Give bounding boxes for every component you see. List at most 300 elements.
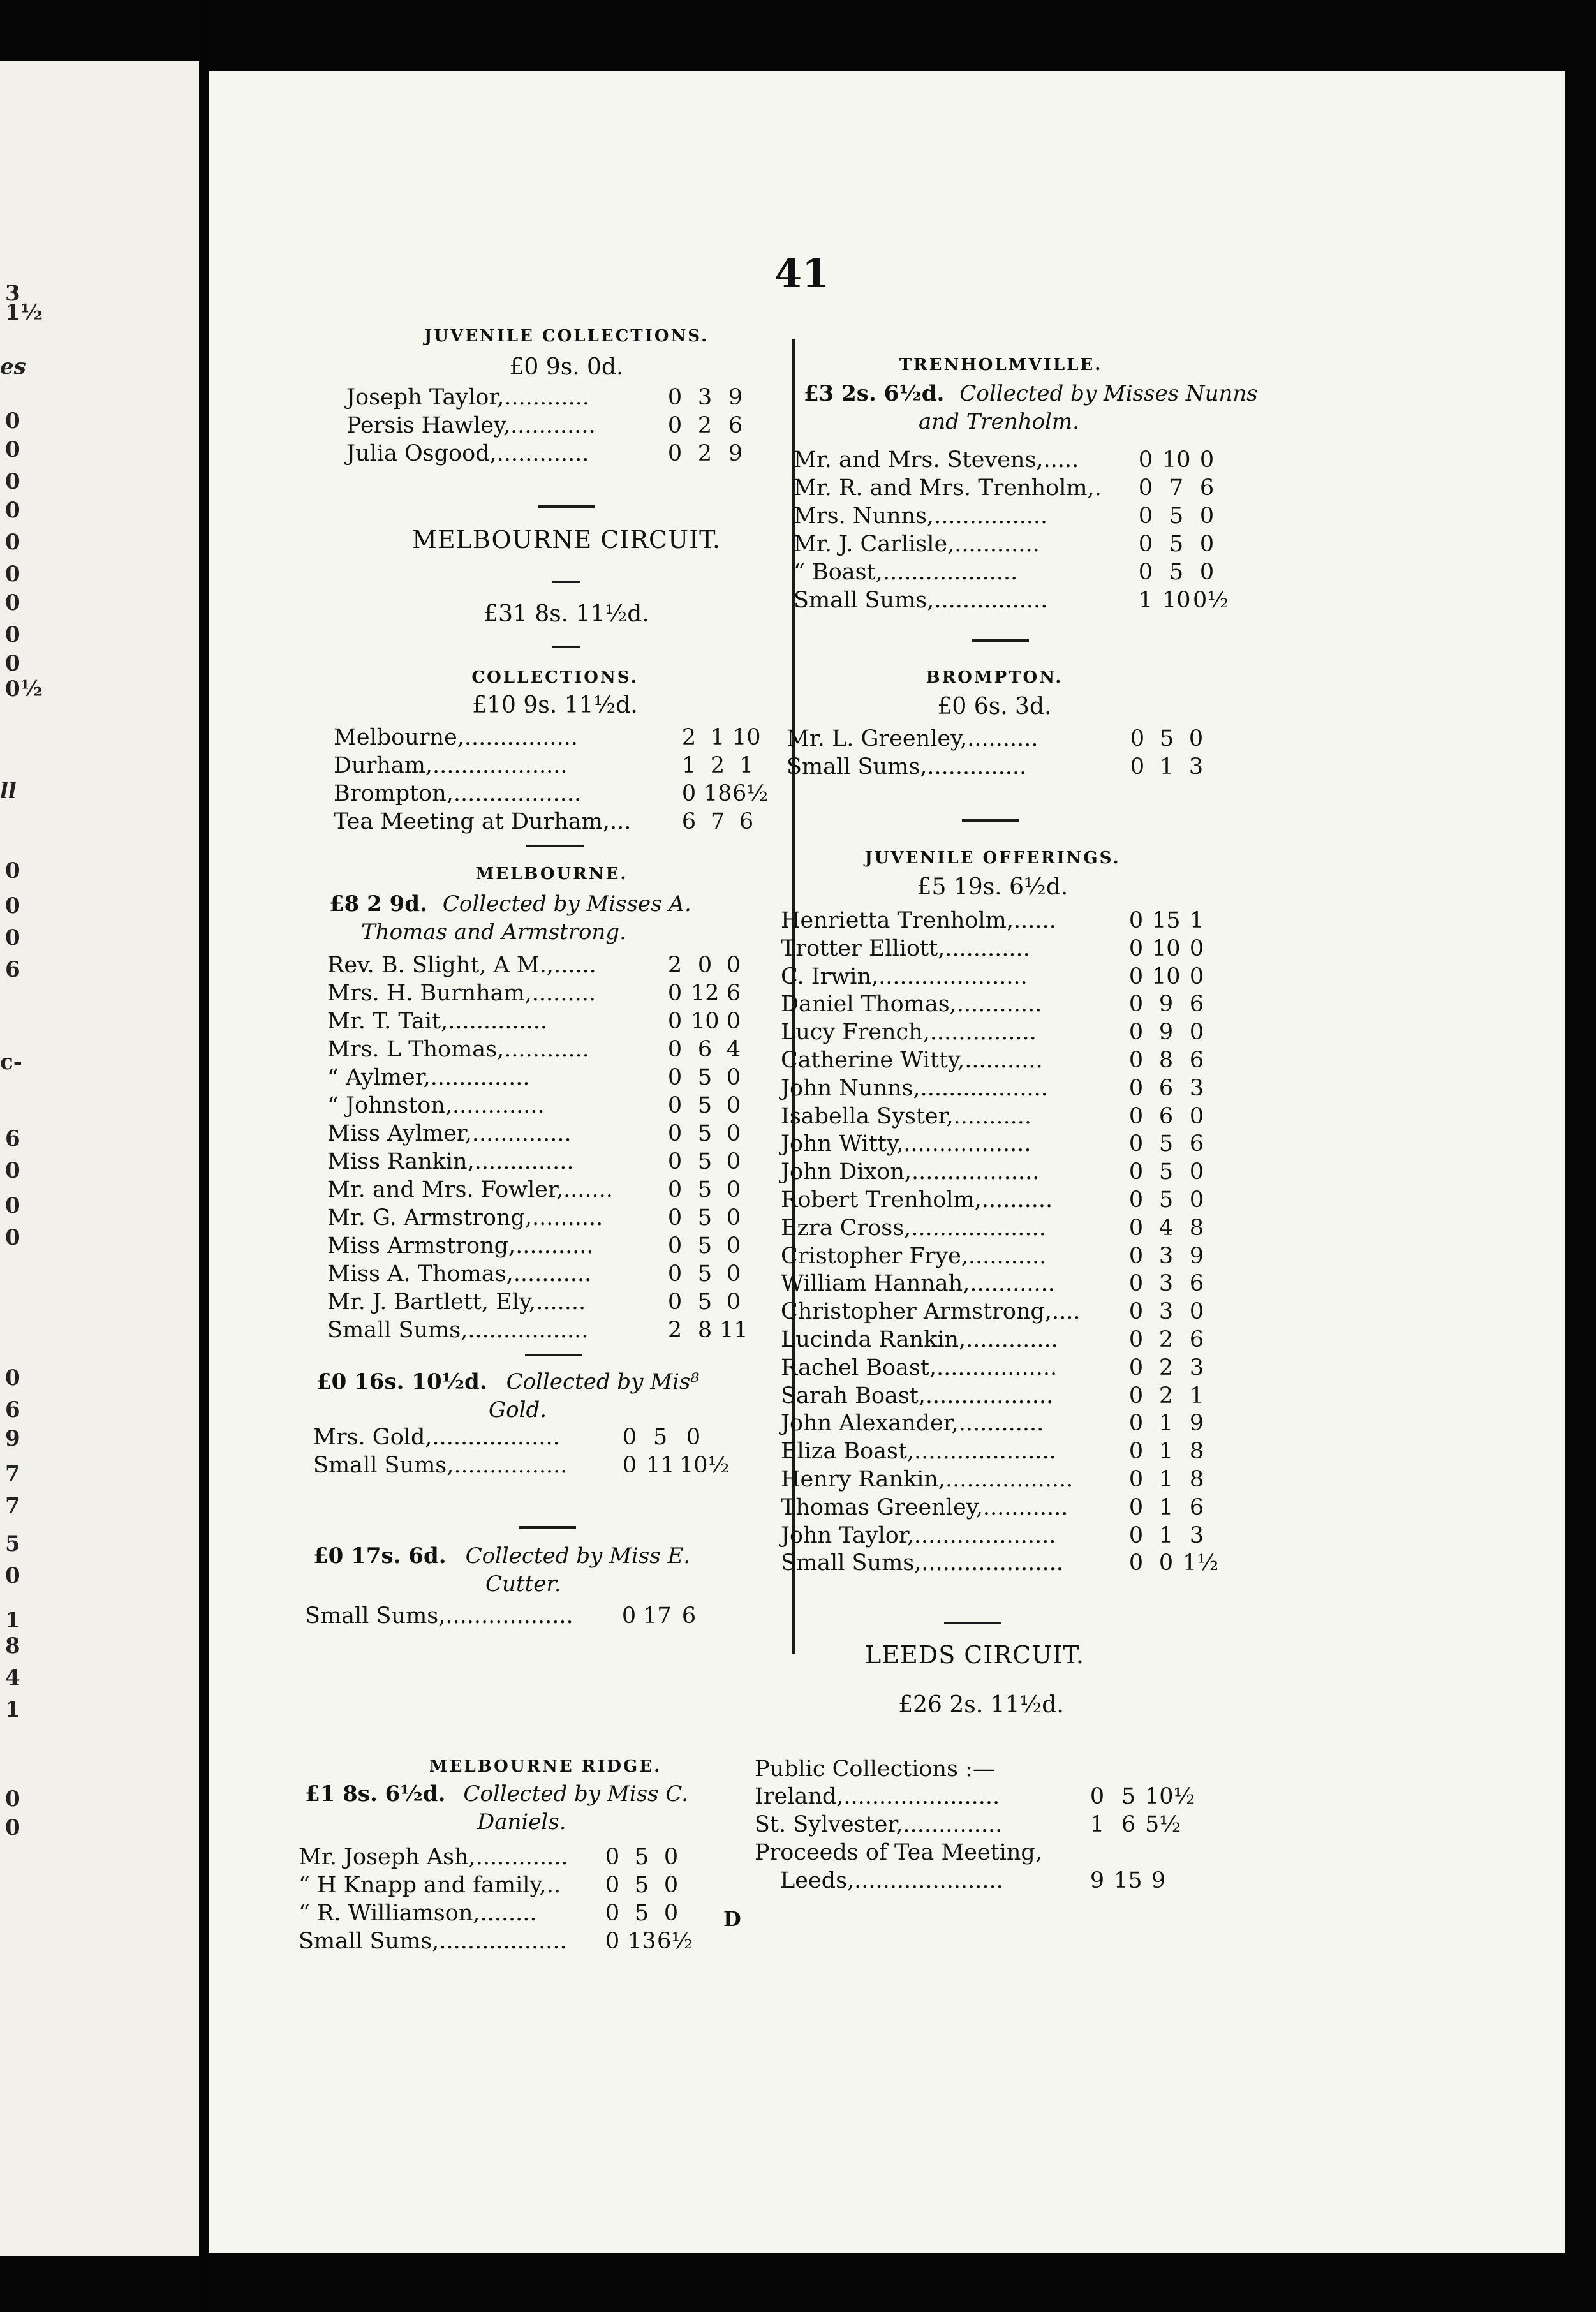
pounds-value: 0: [622, 1453, 637, 1478]
donor-name: Lucinda Rankin,.............: [781, 1327, 1058, 1352]
subscription-row: [794, 475, 1231, 501]
pounds-value: 0: [667, 1177, 683, 1203]
facing-page-fragment: 6: [5, 1397, 20, 1423]
subscription-row: [327, 1148, 758, 1175]
pounds-value: 0: [667, 1009, 683, 1034]
donor-name: Leeds,.....................: [780, 1868, 1003, 1893]
subscription-row: [299, 1872, 695, 1899]
shillings-value: 6: [1121, 1812, 1136, 1837]
pence-value: 0: [663, 1901, 679, 1926]
donor-name: Rev. B. Slight, A M.,......: [327, 952, 596, 978]
subscription-row: [781, 1159, 1221, 1185]
donor-name: Miss Rankin,..............: [327, 1149, 574, 1175]
subscription-row: [346, 440, 760, 467]
pounds-value: 0: [1128, 1439, 1144, 1465]
pounds-value: 0: [1128, 1550, 1144, 1576]
donor-name: Mrs. Nunns,................: [794, 503, 1048, 529]
shillings-value: 2: [1158, 1354, 1174, 1381]
collector-note: [804, 380, 1258, 436]
shillings-value: 2: [1158, 1327, 1174, 1352]
subscription-row: [305, 1603, 713, 1629]
subscription-row: [781, 1326, 1221, 1353]
shillings-value: 1: [1159, 754, 1174, 780]
section-rule: [552, 646, 580, 648]
pounds-value: 0: [1138, 559, 1153, 585]
donor-name: Small Sums,.................: [327, 1317, 589, 1343]
pence-value: 0: [1199, 531, 1215, 557]
donor-name: Henry Rankin,..................: [781, 1467, 1074, 1492]
donor-name: Mr. J. Bartlett, Ely,.......: [327, 1289, 586, 1315]
subscription-row: [781, 1215, 1221, 1241]
pounds-value: 0: [1128, 1215, 1144, 1241]
pence-value: 1½: [1183, 1550, 1219, 1576]
subscription-row: [794, 447, 1231, 473]
shillings-value: 5: [697, 1205, 713, 1231]
subscription-row: [781, 1298, 1221, 1325]
subscription-row: [787, 753, 1220, 780]
donor-name: Mrs. Gold,..................: [313, 1425, 560, 1450]
subscription-row: [781, 1410, 1221, 1437]
subscription-row: [334, 752, 771, 779]
pounds-value: 0: [667, 1093, 683, 1118]
pounds-value: 0: [667, 1261, 683, 1287]
pence-value: 6: [681, 1603, 697, 1629]
subscription-row: [794, 503, 1231, 530]
public-collections-label: Public Collections :—: [755, 1756, 995, 1782]
pence-value: 6: [728, 413, 743, 438]
facing-page-fragment: 4: [5, 1665, 20, 1691]
pence-value: 6: [1189, 1494, 1204, 1520]
section-amount: £10 9s. 11½d.: [472, 692, 638, 718]
facing-page-fragment: 0: [5, 893, 20, 919]
subscription-row: [299, 1844, 695, 1871]
page-gutter: [199, 0, 209, 2312]
subscription-row: [313, 1452, 730, 1479]
pence-value: 0: [726, 1233, 741, 1259]
pounds-value: 0: [1128, 1494, 1144, 1520]
pence-value: 0: [1199, 447, 1215, 473]
facing-page-fragment: 0: [5, 1225, 20, 1250]
donor-name: Mr. L. Greenley,..........: [787, 726, 1038, 752]
pounds-value: 0: [1128, 1048, 1144, 1073]
shillings-value: 5: [1121, 1784, 1136, 1809]
facing-page-fragment: 0: [5, 925, 20, 951]
shillings-value: 5: [653, 1425, 668, 1450]
shillings-value: 10: [1162, 588, 1191, 613]
donor-name: Lucy French,...............: [781, 1019, 1037, 1046]
pence-value: 0: [726, 1065, 741, 1090]
facing-page-fragment: 0: [5, 437, 20, 463]
pounds-value: 0: [667, 441, 683, 466]
shillings-value: 5: [697, 1261, 713, 1287]
shillings-value: 1: [710, 725, 725, 750]
pence-value: 0: [726, 1289, 741, 1315]
page: [209, 71, 1565, 2253]
pounds-value: 0: [667, 385, 683, 410]
subscription-row: [781, 1522, 1221, 1549]
shillings-value: 10: [1152, 963, 1181, 989]
donor-name: Mr. J. Carlisle,............: [794, 531, 1040, 557]
pence-value: 8: [1189, 1439, 1204, 1465]
pounds-value: 1: [1090, 1812, 1105, 1837]
donor-name: Mr. G. Armstrong,..........: [327, 1205, 603, 1231]
shillings-value: 2: [710, 753, 725, 778]
shillings-value: 9: [1158, 991, 1174, 1018]
section-rule: [519, 1526, 576, 1529]
pence-value: 1: [1189, 908, 1204, 933]
collector-note: [329, 890, 691, 946]
subscription-row: [781, 1438, 1221, 1465]
pounds-value: 0: [1128, 1075, 1144, 1101]
facing-page-fragment: 0: [5, 1158, 20, 1183]
pence-value: 0: [1189, 1159, 1204, 1185]
pence-value: 6: [1189, 1131, 1204, 1157]
pounds-value: 2: [667, 952, 683, 978]
shillings-value: 5: [1158, 1187, 1174, 1213]
facing-page-fragment: 0: [5, 651, 20, 676]
section-rule: [944, 1622, 1001, 1624]
subscription-row: [755, 1783, 1195, 1810]
donor-name: Eliza Boast,....................: [781, 1439, 1056, 1465]
facing-page-fragment: 7: [5, 1493, 20, 1518]
pence-value: 9: [728, 385, 743, 410]
section-amount: £0 9s. 0d.: [509, 354, 624, 380]
facing-page-fragment: c-: [0, 1049, 22, 1075]
shillings-value: 3: [1158, 1299, 1174, 1325]
facing-page-fragment: es: [0, 354, 26, 380]
facing-page-fragment: 6: [5, 1126, 20, 1152]
facing-page-fragment: 0: [5, 1563, 20, 1589]
collector-name-line1: Collected by Misses A.: [442, 891, 691, 917]
collector-name-line2: Cutter.: [485, 1571, 561, 1597]
section-amount: £5 19s. 6½d.: [917, 874, 1068, 900]
donor-name: Julia Osgood,.............: [346, 441, 589, 466]
section-rule: [552, 581, 580, 583]
pence-value: 1: [1189, 1382, 1204, 1409]
donor-name: Miss A. Thomas,...........: [327, 1261, 592, 1287]
donor-name: “ Johnston,.............: [327, 1093, 545, 1118]
donor-name: Robert Trenholm,..........: [781, 1187, 1053, 1213]
subscription-row: [327, 1289, 758, 1315]
subscription-row: [781, 1550, 1221, 1576]
circuit-amount: £31 8s. 11½d.: [484, 601, 649, 627]
subscription-row: [327, 980, 758, 1007]
pounds-value: 0: [605, 1929, 620, 1954]
pence-value: 10½: [1145, 1784, 1195, 1809]
pounds-value: 0: [681, 781, 697, 806]
pounds-value: 1: [1138, 588, 1153, 613]
donor-name: Miss Armstrong,...........: [327, 1233, 594, 1259]
subscription-row: [787, 725, 1220, 752]
subscription-row: [327, 1176, 758, 1203]
facing-page-fragment: 0: [5, 498, 20, 523]
shillings-value: 10: [1162, 447, 1191, 473]
shillings-value: 12: [691, 981, 720, 1006]
donor-name: Mr. T. Tait,..............: [327, 1009, 548, 1034]
collector-name-line2: and Trenholm.: [919, 409, 1079, 434]
subscription-row: [334, 724, 771, 751]
subscription-row: [781, 1270, 1221, 1297]
pence-value: 0: [1189, 935, 1204, 961]
donor-name: Persis Hawley,............: [346, 413, 596, 438]
facing-page-fragment: 0: [5, 590, 20, 616]
subscription-row: [794, 587, 1231, 614]
pounds-value: 0: [1128, 1382, 1144, 1409]
donor-name: Durham,...................: [334, 753, 568, 778]
pounds-value: 1: [681, 753, 697, 778]
pounds-value: 0: [667, 1233, 683, 1259]
subscription-row: [781, 1354, 1221, 1381]
section-rule: [972, 639, 1029, 642]
subscription-row: [327, 1036, 758, 1063]
section-title: JUVENILE OFFERINGS.: [864, 848, 1121, 868]
facing-page-fragment: 3: [5, 281, 20, 306]
pounds-value: 0: [1130, 726, 1145, 752]
pounds-value: 0: [667, 981, 683, 1006]
shillings-value: 9: [1158, 1019, 1174, 1046]
subscription-row: [780, 1867, 1188, 1894]
shillings-value: 1: [1158, 1411, 1174, 1437]
shillings-value: 8: [1158, 1048, 1174, 1073]
pence-value: 10: [732, 725, 761, 750]
pence-value: 0: [1189, 963, 1204, 989]
circuit-amount: £26 2s. 11½d.: [898, 1692, 1064, 1718]
pounds-value: 0: [1128, 908, 1144, 933]
pence-value: 6: [726, 981, 741, 1006]
facing-page-fragment: 0½: [5, 676, 43, 702]
pence-value: 0: [726, 1205, 741, 1231]
collector-amount: £1 8s. 6½d.: [305, 1781, 446, 1807]
shillings-value: 5: [1169, 503, 1184, 529]
section-rule: [962, 819, 1019, 822]
subscription-row: [327, 1233, 758, 1259]
donor-name: C. Irwin,.....................: [781, 963, 1028, 989]
facing-page-fragment: 0: [5, 1786, 20, 1812]
donor-name: Small Sums,..................: [305, 1603, 573, 1629]
shillings-value: 1: [1158, 1494, 1174, 1520]
shillings-value: 5: [697, 1233, 713, 1259]
shillings-value: 0: [1158, 1550, 1174, 1576]
subscription-row: [755, 1811, 1183, 1838]
facing-page-fragment: 0: [5, 622, 20, 648]
collector-name-line2: Thomas and Armstrong.: [361, 919, 626, 945]
pence-value: 9: [1151, 1868, 1166, 1893]
pounds-value: 0: [605, 1872, 620, 1898]
subscription-row: [327, 1092, 758, 1119]
collector-note: [313, 1542, 690, 1598]
donor-name: Thomas Greenley,............: [781, 1494, 1068, 1520]
pence-value: 3: [1189, 1354, 1204, 1381]
donor-name: Mr. and Mrs. Stevens,.....: [794, 447, 1079, 473]
facing-page-fragment: ll: [0, 778, 17, 804]
facing-page-fragment: 0: [5, 530, 20, 555]
pence-value: 3: [1189, 1075, 1204, 1101]
pence-value: 0: [1189, 1103, 1204, 1129]
pence-value: 10½: [679, 1453, 730, 1478]
shillings-value: 5: [697, 1121, 713, 1146]
subscription-row: [327, 952, 758, 979]
subscription-row: [781, 1382, 1221, 1409]
subscription-row: [781, 1494, 1221, 1521]
subscription-row: [794, 559, 1231, 586]
pounds-value: 0: [667, 1121, 683, 1146]
donor-name: Mrs. L Thomas,............: [327, 1037, 589, 1062]
donor-name: “ H Knapp and family,..: [299, 1872, 561, 1898]
shillings-value: 5: [1159, 726, 1174, 752]
facing-page-fragment: 0: [5, 469, 20, 494]
pence-value: 9: [1189, 1411, 1204, 1437]
subscription-row: [327, 1261, 758, 1287]
pence-value: 0: [1189, 1019, 1204, 1046]
shillings-value: 7: [1169, 475, 1184, 501]
donor-name: “ Boast,...................: [794, 559, 1018, 585]
subscription-row: [299, 1900, 695, 1927]
subscription-row: [781, 1130, 1221, 1157]
pence-value: 0: [1189, 1187, 1204, 1213]
pence-value: 6: [1189, 1271, 1204, 1297]
donor-name: Rachel Boast,.................: [781, 1354, 1058, 1381]
pounds-value: 0: [667, 413, 683, 438]
donor-name: Small Sums,....................: [781, 1550, 1063, 1576]
pounds-value: 0: [1128, 991, 1144, 1018]
collector-note: [305, 1780, 688, 1836]
pence-value: 0: [726, 1121, 741, 1146]
shillings-value: 1: [1158, 1522, 1174, 1548]
facing-page-fragment: 7: [5, 1461, 20, 1486]
shillings-value: 5: [697, 1149, 713, 1175]
shillings-value: 7: [710, 809, 725, 834]
shillings-value: 2: [697, 413, 713, 438]
subscription-row: [327, 1008, 758, 1035]
pence-value: 3: [1188, 754, 1204, 780]
shillings-value: 5: [1158, 1159, 1174, 1185]
subscription-row: [781, 1075, 1221, 1102]
pounds-value: 0: [1128, 1354, 1144, 1381]
pence-value: 0: [1199, 559, 1215, 585]
collector-name-line1: Collected by Miss C.: [463, 1781, 688, 1807]
shillings-value: 5: [1169, 531, 1184, 557]
pounds-value: 0: [1138, 531, 1153, 557]
pence-value: 9: [1189, 1243, 1204, 1269]
section-title: COLLECTIONS.: [471, 668, 639, 687]
pence-value: 8: [1189, 1215, 1204, 1241]
pounds-value: 0: [1128, 1271, 1144, 1297]
pounds-value: 0: [667, 1289, 683, 1315]
pence-value: 6½: [657, 1929, 693, 1954]
pence-value: 1: [739, 753, 754, 778]
pence-value: 6: [1189, 1327, 1204, 1352]
pence-value: 0: [663, 1872, 679, 1898]
pounds-value: 0: [1128, 1103, 1144, 1129]
pounds-value: 0: [1128, 1411, 1144, 1437]
donor-name: “ R. Williamson,........: [299, 1901, 537, 1926]
donor-name: Brompton,..................: [334, 781, 582, 806]
donor-name: Mr. and Mrs. Fowler,.......: [327, 1177, 613, 1203]
shillings-value: 3: [697, 385, 713, 410]
pounds-value: 0: [1128, 1327, 1144, 1352]
subscription-row: [781, 1466, 1221, 1493]
pence-value: 0: [686, 1425, 701, 1450]
section-title: MELBOURNE.: [475, 864, 628, 884]
pounds-value: 0: [1128, 1187, 1144, 1213]
donor-name: St. Sylvester,..............: [755, 1812, 1003, 1837]
facing-page-fragment: 0: [5, 858, 20, 884]
shillings-value: 13: [628, 1929, 656, 1954]
pence-value: 4: [726, 1037, 741, 1062]
donor-name: William Hannah,............: [781, 1271, 1055, 1297]
pounds-value: 0: [667, 1149, 683, 1175]
pence-value: 0: [726, 1009, 741, 1034]
collector-amount: £8 2 9d.: [329, 891, 427, 917]
pounds-value: 9: [1090, 1868, 1105, 1893]
subscription-row: [781, 1047, 1221, 1074]
shillings-value: 3: [1158, 1243, 1174, 1269]
shillings-value: 11: [646, 1453, 675, 1478]
pence-value: 6: [1199, 475, 1215, 501]
pence-value: 0: [726, 1093, 741, 1118]
pounds-value: 0: [605, 1844, 620, 1870]
subscription-row: [781, 1187, 1221, 1213]
pounds-value: 0: [1138, 475, 1153, 501]
previous-page-edge: [0, 61, 199, 2256]
facing-page-fragment: 0: [5, 408, 20, 434]
pounds-value: 2: [681, 725, 697, 750]
donor-name: Small Sums,..................: [299, 1929, 567, 1954]
pence-value: 9: [728, 441, 743, 466]
donor-name: Melbourne,................: [334, 725, 578, 750]
pounds-value: 0: [1090, 1784, 1105, 1809]
subscription-row: [781, 1243, 1221, 1270]
circuit-title: MELBOURNE CIRCUIT.: [411, 526, 721, 554]
pounds-value: 0: [1128, 1522, 1144, 1548]
pounds-value: 0: [622, 1425, 637, 1450]
collector-name-line1: Collected by Misses Nunns: [959, 381, 1258, 406]
collector-amount: £3 2s. 6½d.: [804, 381, 945, 406]
shillings-value: 5: [1158, 1131, 1174, 1157]
collector-amount: £0 16s. 10½d.: [316, 1369, 487, 1395]
donor-name: Mr. Joseph Ash,.............: [299, 1844, 568, 1870]
pence-value: 0: [726, 1177, 741, 1203]
subscription-row: [781, 1019, 1221, 1046]
pence-value: 5½: [1145, 1812, 1181, 1837]
pounds-value: 0: [1128, 963, 1144, 989]
subscription-row: [781, 935, 1221, 962]
circuit-title: LEEDS CIRCUIT.: [865, 1641, 1084, 1669]
collector-amount: £0 17s. 6d.: [313, 1543, 447, 1569]
shillings-value: 6: [697, 1037, 713, 1062]
shillings-value: 8: [697, 1317, 713, 1343]
donor-name: Sarah Boast,..................: [781, 1382, 1054, 1409]
shillings-value: 17: [643, 1603, 672, 1629]
collector-name-line2: Gold.: [489, 1397, 547, 1423]
pounds-value: 0: [667, 1065, 683, 1090]
donor-name: John Nunns,..................: [781, 1075, 1048, 1101]
pence-value: 8: [1189, 1467, 1204, 1492]
shillings-value: 15: [1152, 908, 1181, 933]
donor-name: Small Sums,................: [313, 1453, 568, 1478]
shillings-value: 1: [1158, 1439, 1174, 1465]
shillings-value: 4: [1158, 1215, 1174, 1241]
facing-page-fragment: 5: [5, 1531, 20, 1557]
collector-note: [316, 1368, 699, 1424]
donor-name: Miss Aylmer,..............: [327, 1121, 572, 1146]
shillings-value: 10: [1152, 935, 1181, 961]
shillings-value: 3: [1158, 1271, 1174, 1297]
donor-name: John Alexander,............: [781, 1411, 1044, 1437]
facing-page-fragment: 0: [5, 1193, 20, 1219]
donor-name: Trotter Elliott,............: [781, 935, 1030, 961]
pounds-value: 2: [667, 1317, 683, 1343]
